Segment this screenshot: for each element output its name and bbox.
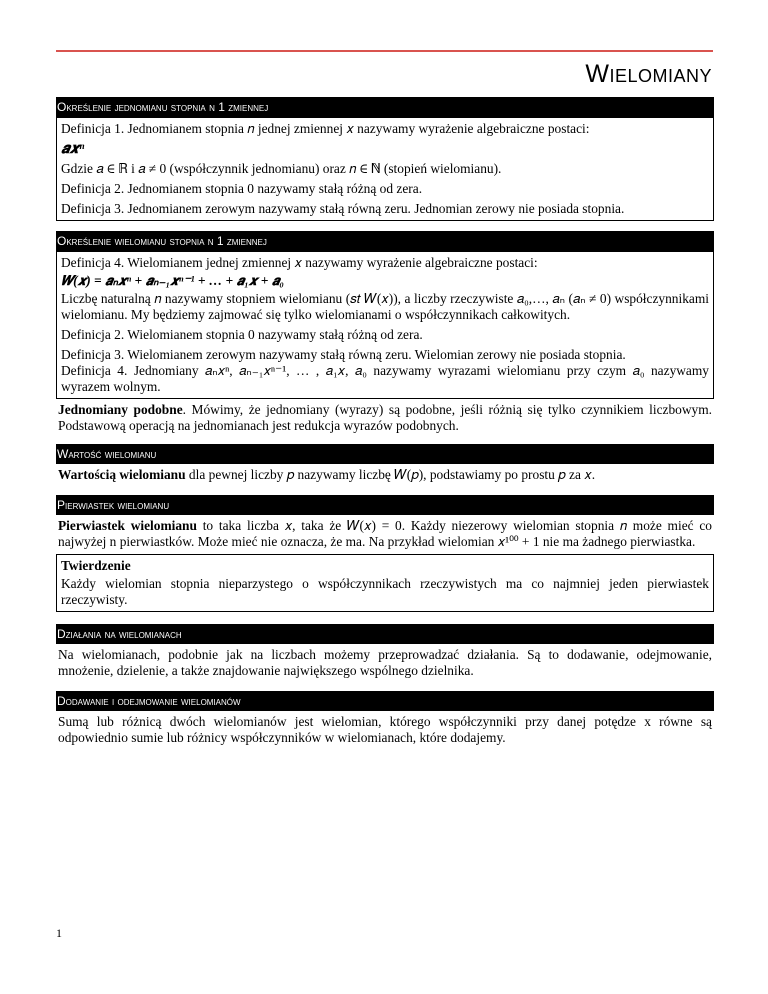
section-heading-wielomian: Określenie wielomianu stopnia n 1 zmiennej <box>56 231 714 251</box>
operations-text: Na wielomianach, podobnie jak na liczbach możemy przeprowadzać działania. Są to dodawanie, odejmowanie, mnożenie, dzielenie, a także znajdowanie największego wspólnego dzielnika. <box>58 647 712 678</box>
section-heading-pierwiastek: Pierwiastek wielomianu <box>56 495 714 515</box>
definition-2b: Definicja 2. Wielomianem stopnia 0 nazywamy stałą różną od zera. <box>61 327 423 342</box>
definition-3b: Definicja 3. Wielomianem zerowym nazywamy stałą równą zeru. Wielomian zerowy nie posiada stopnia. <box>61 347 626 362</box>
definition-3: Definicja 3. Jednomianem zerowym nazywamy stałą równą zeru. Jednomian zerowy nie posiada stopnia. <box>61 201 625 216</box>
definition-4: Definicja 4. Wielomianem jednej zmiennej 𝑥 nazywamy wyrażenie algebraiczne postaci: <box>61 255 538 270</box>
page-number: 1 <box>56 926 62 940</box>
addition-text: Sumą lub różnicą dwóch wielomianów jest wielomian, którego współczynniki przy danej potędze x równe są odpowiednio sumie lub różnicy współczynników w wielomianach, które dodajemy. <box>58 714 712 745</box>
page-title: Wielomiany <box>585 60 712 88</box>
addition-paragraph <box>56 714 714 746</box>
similar-monomials-term: Jednomiany podobne <box>58 402 183 417</box>
theorem-text: Każdy wielomian stopnia nieparzystego o współczynnikach rzeczywistych ma co najmniej jeden pierwiastek rzeczywisty. <box>61 576 709 607</box>
operations-paragraph <box>56 647 714 679</box>
value-term: Wartością wielomianu <box>58 467 186 482</box>
similar-monomials-text: . Mówimy, że jednomiany (wyrazy) są podobne, jeśli różnią się tylko czynnikiem liczbowym. Podstawową operacją na jednomianach jest redukcja wyrazów podobnych. <box>58 402 712 433</box>
section-heading-wartosc: Wartość wielomianu <box>56 444 714 464</box>
definition-1: Definicja 1. Jednomianem stopnia 𝑛 jednej zmiennej 𝑥 nazywamy wyrażenie algebraiczne postaci: <box>61 121 590 136</box>
root-paragraph <box>56 518 714 550</box>
theorem-box <box>56 554 714 612</box>
degree-description: Liczbę naturalną 𝑛 nazywamy stopniem wielomianu (𝑠𝑡 𝑊(𝑥)), a liczby rzeczywiste 𝑎₀,…, 𝑎ₙ (𝑎ₙ ≠ 0) współczynnikami wielomianu. My będziemy zajmować się tylko wielomianami o współczynnikach całkowitych. <box>61 291 709 322</box>
definition-box-jednomian <box>56 117 714 221</box>
definition-2: Definicja 2. Jednomianem stopnia 0 nazywamy stałą różną od zera. <box>61 181 423 196</box>
value-paragraph <box>56 467 714 483</box>
theorem-title: Twierdzenie <box>61 558 131 573</box>
formula-polynomial: 𝑾(𝒙) = 𝒂ₙ𝒙ⁿ + 𝒂ₙ₋₁𝒙ⁿ⁻¹ + … + 𝒂₁𝒙 + 𝒂₀ <box>61 273 284 288</box>
document-body <box>56 97 714 750</box>
section-heading-dzialania: Działania na wielomianach <box>56 624 714 644</box>
value-text: dla pewnej liczby 𝑝 nazywamy liczbę 𝑊(𝑝), podstawiamy po prostu 𝑝 za 𝑥. <box>185 467 596 482</box>
root-term: Pierwiastek wielomianu <box>58 518 197 533</box>
formula-monomial: 𝒂𝒙ⁿ <box>61 141 85 157</box>
section-heading-jednomian: Określenie jednomianu stopnia n 1 zmiennej <box>56 97 714 117</box>
header-rule <box>56 50 713 52</box>
root-text: to taka liczba 𝑥, taka że 𝑊(𝑥) = 0. Każdy niezerowy wielomian stopnia 𝑛 może mieć co najwyżej n pierwiastków. Może mieć nie oznacza, że ma. Na przykład wielomian 𝑥¹⁰⁰ + 1 nie ma żadnego pierwiastka. <box>58 518 712 549</box>
section-heading-dodawanie: Dodawanie i odejmowanie wielomianów <box>56 691 714 711</box>
similar-monomials <box>56 402 714 434</box>
monomial-conditions: Gdzie 𝑎 ∈ ℝ i 𝑎 ≠ 0 (współczynnik jednomianu) oraz 𝑛 ∈ ℕ (stopień wielomianu). <box>61 161 502 176</box>
definition-4b: Definicja 4. Jednomiany 𝑎ₙ𝑥ⁿ, 𝑎ₙ₋₁𝑥ⁿ⁻¹, … , 𝑎₁𝑥, 𝑎₀ nazywamy wyrazami wielomianu przy czym 𝑎₀ nazywamy wyrazem wolnym. <box>61 363 709 394</box>
definition-box-wielomian <box>56 251 714 399</box>
